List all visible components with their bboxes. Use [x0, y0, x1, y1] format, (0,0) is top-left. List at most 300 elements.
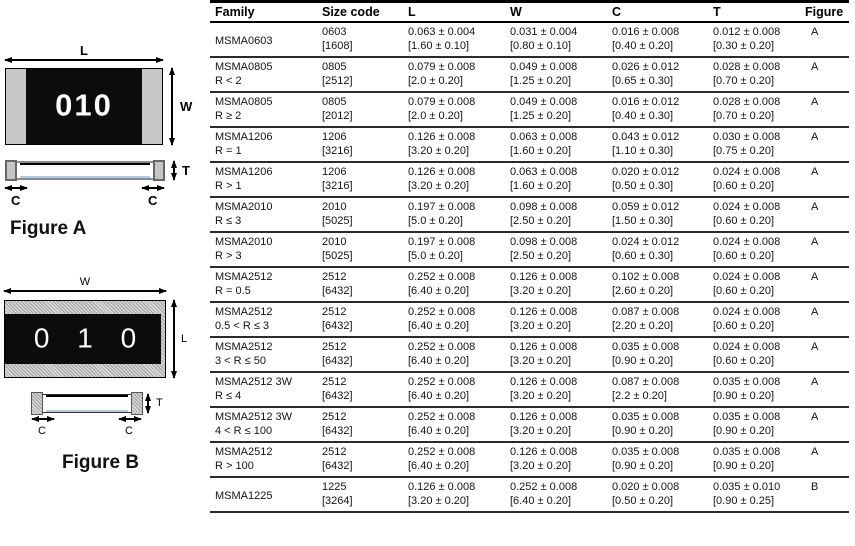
family-name: MSMA1206	[215, 165, 273, 178]
figure-b-cap-right-dim-arrow	[119, 418, 141, 420]
l-cell	[408, 57, 510, 92]
figure-ref-cell	[805, 197, 849, 232]
l-metric: [5.0 ± 0.20]	[408, 215, 463, 227]
w-cell	[510, 477, 612, 512]
w-inch: 0.098 ± 0.008	[510, 235, 578, 248]
c-cell	[612, 302, 713, 337]
c-inch: 0.035 ± 0.008	[612, 340, 680, 353]
w-metric: [1.60 ± 0.20]	[510, 145, 572, 157]
l-metric: [6.40 ± 0.20]	[408, 285, 470, 297]
family-cell	[210, 442, 322, 477]
w-metric: [3.20 ± 0.20]	[510, 425, 572, 437]
l-cell	[408, 232, 510, 267]
c-inch: 0.087 ± 0.008	[612, 305, 680, 318]
l-cell	[408, 442, 510, 477]
table-row	[210, 477, 849, 512]
w-metric: [3.20 ± 0.20]	[510, 355, 572, 367]
family-name: MSMA2512	[215, 270, 273, 283]
figure-a-side-top-edge	[20, 163, 150, 165]
family-name: MSMA1206	[215, 130, 273, 143]
figure-b-resistor-marking: 0 1 0	[33, 322, 147, 354]
figure-ref-cell	[805, 442, 849, 477]
t-inch: 0.028 ± 0.008	[713, 60, 781, 73]
c-metric: [0.90 ± 0.20]	[612, 460, 674, 472]
table-body	[210, 22, 849, 512]
family-condition: R > 3	[215, 250, 242, 262]
t-metric: [0.70 ± 0.20]	[713, 75, 775, 87]
family-condition: R = 1	[215, 145, 242, 157]
w-inch: 0.049 ± 0.008	[510, 60, 578, 73]
c-metric: [0.40 ± 0.30]	[612, 110, 674, 122]
size-code-metric: [6432]	[322, 355, 353, 367]
c-inch: 0.035 ± 0.008	[612, 445, 680, 458]
l-metric: [5.0 ± 0.20]	[408, 250, 463, 262]
t-metric: [0.75 ± 0.20]	[713, 145, 775, 157]
size-code-cell	[322, 162, 408, 197]
l-cell	[408, 267, 510, 302]
t-cell	[713, 57, 805, 92]
l-cell	[408, 92, 510, 127]
figure-a-width-dim-label: W	[180, 99, 193, 114]
size-code-metric: [6432]	[322, 390, 353, 402]
figure-b-chip-side-view	[32, 394, 142, 413]
family-condition: 0.5 < R ≤ 3	[215, 320, 270, 332]
l-inch: 0.252 ± 0.008	[408, 410, 476, 423]
w-inch: 0.252 ± 0.008	[510, 480, 578, 493]
table-row	[210, 22, 849, 57]
l-inch: 0.252 ± 0.008	[408, 340, 476, 353]
t-metric: [0.60 ± 0.20]	[713, 355, 775, 367]
table-row	[210, 407, 849, 442]
l-inch: 0.063 ± 0.004	[408, 25, 476, 38]
l-cell	[408, 337, 510, 372]
w-cell	[510, 92, 612, 127]
figure-b-thickness-dim-arrow	[147, 394, 149, 413]
t-metric: [0.90 ± 0.25]	[713, 495, 775, 507]
family-condition: R < 2	[215, 75, 242, 87]
family-name: MSMA2512	[215, 305, 273, 318]
l-inch: 0.126 ± 0.008	[408, 130, 476, 143]
table-row	[210, 57, 849, 92]
t-inch: 0.028 ± 0.008	[713, 95, 781, 108]
family-cell	[210, 337, 322, 372]
c-inch: 0.102 ± 0.008	[612, 270, 680, 283]
w-inch: 0.063 ± 0.008	[510, 130, 578, 143]
figure-a-cap-left-dim-arrow	[5, 187, 27, 189]
family-cell	[210, 302, 322, 337]
size-code-metric: [3264]	[322, 495, 353, 507]
figure-ref-cell	[805, 22, 849, 57]
family-cell	[210, 57, 322, 92]
size-code-metric: [2012]	[322, 110, 353, 122]
size-code-inch: 2512	[322, 445, 347, 458]
c-cell	[612, 92, 713, 127]
l-inch: 0.126 ± 0.008	[408, 165, 476, 178]
w-metric: [1.25 ± 0.20]	[510, 110, 572, 122]
t-cell	[713, 477, 805, 512]
l-metric: [3.20 ± 0.20]	[408, 495, 470, 507]
c-inch: 0.059 ± 0.012	[612, 200, 680, 213]
family-cell	[210, 267, 322, 302]
l-inch: 0.079 ± 0.008	[408, 60, 476, 73]
t-metric: [0.60 ± 0.20]	[713, 180, 775, 192]
figure-ref: A	[811, 445, 819, 458]
size-code-cell	[322, 127, 408, 162]
size-code-metric: [3216]	[322, 145, 353, 157]
w-metric: [1.25 ± 0.20]	[510, 75, 572, 87]
t-inch: 0.035 ± 0.008	[713, 445, 781, 458]
table-header-row	[210, 2, 849, 22]
c-cell	[612, 57, 713, 92]
size-code-cell	[322, 57, 408, 92]
c-inch: 0.020 ± 0.012	[612, 165, 680, 178]
size-code-metric: [6432]	[322, 285, 353, 297]
c-cell	[612, 22, 713, 57]
figure-ref-cell	[805, 232, 849, 267]
figure-a-cap-left-dim-label: C	[11, 193, 21, 208]
t-inch: 0.024 ± 0.008	[713, 200, 781, 213]
figure-ref: A	[811, 200, 819, 213]
figure-ref: A	[811, 270, 819, 283]
figure-b-cap-left-dim-label: C	[38, 425, 46, 437]
figure-ref-cell	[805, 302, 849, 337]
figure-ref-cell	[805, 57, 849, 92]
t-metric: [0.60 ± 0.20]	[713, 250, 775, 262]
figure-b-bottom-terminal	[5, 364, 165, 377]
family-cell	[210, 407, 322, 442]
size-code-metric: [3216]	[322, 180, 353, 192]
size-code-metric: [2512]	[322, 75, 353, 87]
l-cell	[408, 372, 510, 407]
t-cell	[713, 407, 805, 442]
figure-ref-cell	[805, 162, 849, 197]
w-cell	[510, 407, 612, 442]
l-metric: [6.40 ± 0.20]	[408, 460, 470, 472]
l-metric: [6.40 ± 0.20]	[408, 425, 470, 437]
l-metric: [6.40 ± 0.20]	[408, 320, 470, 332]
figure-a-chip-side-view	[5, 161, 165, 180]
w-metric: [3.20 ± 0.20]	[510, 390, 572, 402]
t-metric: [0.70 ± 0.20]	[713, 110, 775, 122]
c-metric: [0.90 ± 0.20]	[612, 425, 674, 437]
table-row	[210, 372, 849, 407]
size-code-inch: 2512	[322, 410, 347, 423]
figure-a-cap-right-dim-label: C	[148, 193, 158, 208]
l-metric: [2.0 ± 0.20]	[408, 110, 463, 122]
w-cell	[510, 232, 612, 267]
figure-ref-cell	[805, 337, 849, 372]
figure-a-cap-right-dim-arrow	[142, 187, 164, 189]
figure-a-thickness-dim-label: T	[182, 163, 190, 178]
size-code-cell	[322, 22, 408, 57]
header-w: W	[510, 5, 522, 20]
family-cell	[210, 477, 322, 512]
size-code-inch: 2512	[322, 270, 347, 283]
figure-b-side-bottom-edge	[46, 410, 128, 412]
c-cell	[612, 127, 713, 162]
figure-a-thickness-dim-arrow	[173, 161, 175, 180]
size-code-inch: 2010	[322, 235, 347, 248]
w-inch: 0.063 ± 0.008	[510, 165, 578, 178]
t-inch: 0.024 ± 0.008	[713, 165, 781, 178]
c-inch: 0.043 ± 0.012	[612, 130, 680, 143]
figure-ref-cell	[805, 267, 849, 302]
l-inch: 0.079 ± 0.008	[408, 95, 476, 108]
figure-ref-cell	[805, 477, 849, 512]
figure-a-caption: Figure A	[10, 218, 87, 239]
t-cell	[713, 22, 805, 57]
figure-ref-cell	[805, 407, 849, 442]
l-cell	[408, 302, 510, 337]
table-row	[210, 127, 849, 162]
l-cell	[408, 162, 510, 197]
t-inch: 0.024 ± 0.008	[713, 235, 781, 248]
l-inch: 0.252 ± 0.008	[408, 445, 476, 458]
figure-b-side-left-cap	[31, 392, 43, 415]
t-cell	[713, 232, 805, 267]
l-metric: [1.60 ± 0.10]	[408, 40, 470, 52]
c-cell	[612, 267, 713, 302]
l-inch: 0.126 ± 0.008	[408, 480, 476, 493]
l-metric: [6.40 ± 0.20]	[408, 390, 470, 402]
family-name: MSMA0805	[215, 95, 273, 108]
c-cell	[612, 162, 713, 197]
t-cell	[713, 372, 805, 407]
dimensions-table	[210, 0, 849, 513]
w-inch: 0.126 ± 0.008	[510, 340, 578, 353]
family-condition: 3 < R ≤ 50	[215, 355, 266, 367]
figure-a-side-right-cap	[153, 160, 165, 181]
t-cell	[713, 302, 805, 337]
size-code-inch: 1225	[322, 480, 347, 493]
size-code-cell	[322, 442, 408, 477]
size-code-cell	[322, 372, 408, 407]
family-name: MSMA2512 3W	[215, 410, 293, 423]
size-code-inch: 2512	[322, 375, 347, 388]
size-code-inch: 2512	[322, 305, 347, 318]
t-cell	[713, 197, 805, 232]
figure-ref: A	[811, 235, 819, 248]
c-inch: 0.016 ± 0.008	[612, 25, 680, 38]
c-inch: 0.020 ± 0.008	[612, 480, 680, 493]
figure-a-side-left-cap	[5, 160, 17, 181]
w-cell	[510, 267, 612, 302]
w-cell	[510, 197, 612, 232]
l-metric: [6.40 ± 0.20]	[408, 355, 470, 367]
figure-b-cap-right-dim-label: C	[125, 425, 133, 437]
family-cell	[210, 372, 322, 407]
figure-b-top-terminal	[5, 301, 165, 314]
figure-ref: A	[811, 375, 819, 388]
w-cell	[510, 442, 612, 477]
figure-b-width-dim-label: W	[79, 276, 91, 288]
w-metric: [1.60 ± 0.20]	[510, 180, 572, 192]
t-inch: 0.012 ± 0.008	[713, 25, 781, 38]
t-cell	[713, 337, 805, 372]
t-inch: 0.030 ± 0.008	[713, 130, 781, 143]
figure-b-caption: Figure B	[62, 452, 140, 473]
c-cell	[612, 372, 713, 407]
family-name: MSMA2010	[215, 235, 273, 248]
w-cell	[510, 162, 612, 197]
size-code-inch: 0805	[322, 60, 347, 73]
c-metric: [0.40 ± 0.20]	[612, 40, 674, 52]
figure-ref: A	[811, 95, 819, 108]
table-row	[210, 232, 849, 267]
figure-a-resistor-marking: 010	[55, 87, 113, 123]
figure-ref: A	[811, 25, 819, 38]
c-inch: 0.026 ± 0.012	[612, 60, 680, 73]
t-cell	[713, 442, 805, 477]
figure-a-side-bottom-edge	[20, 176, 150, 178]
family-condition: R > 1	[215, 180, 242, 192]
c-metric: [0.50 ± 0.30]	[612, 180, 674, 192]
size-code-inch: 1206	[322, 130, 347, 143]
l-inch: 0.252 ± 0.008	[408, 375, 476, 388]
w-inch: 0.126 ± 0.008	[510, 445, 578, 458]
family-condition: 4 < R ≤ 100	[215, 425, 273, 437]
size-code-metric: [1608]	[322, 40, 353, 52]
family-cell	[210, 127, 322, 162]
c-cell	[612, 337, 713, 372]
table-row	[210, 267, 849, 302]
t-cell	[713, 92, 805, 127]
w-cell	[510, 337, 612, 372]
l-inch: 0.197 ± 0.008	[408, 200, 476, 213]
c-inch: 0.016 ± 0.012	[612, 95, 680, 108]
figure-b-width-dim-arrow	[4, 290, 166, 292]
t-cell	[713, 162, 805, 197]
family-condition: R ≥ 2	[215, 110, 242, 122]
w-inch: 0.098 ± 0.008	[510, 200, 578, 213]
table-row	[210, 337, 849, 372]
w-metric: [3.20 ± 0.20]	[510, 460, 572, 472]
header-l: L	[408, 5, 416, 20]
figure-b-thickness-dim-label: T	[156, 397, 163, 409]
c-metric: [2.2 ± 0.20]	[612, 390, 667, 402]
c-metric: [2.60 ± 0.20]	[612, 285, 674, 297]
header-c: C	[612, 5, 622, 20]
family-cell	[210, 197, 322, 232]
w-metric: [2.50 ± 0.20]	[510, 215, 572, 227]
w-cell	[510, 57, 612, 92]
family-name: MSMA2512	[215, 445, 273, 458]
size-code-cell	[322, 232, 408, 267]
figure-a-width-dim-arrow	[171, 68, 173, 145]
table-row	[210, 442, 849, 477]
c-inch: 0.087 ± 0.008	[612, 375, 680, 388]
size-code-metric: [6432]	[322, 425, 353, 437]
w-metric: [0.80 ± 0.10]	[510, 40, 572, 52]
c-metric: [1.50 ± 0.30]	[612, 215, 674, 227]
t-metric: [0.60 ± 0.20]	[713, 285, 775, 297]
t-inch: 0.035 ± 0.010	[713, 480, 781, 493]
figure-ref: B	[811, 480, 819, 493]
l-metric: [2.0 ± 0.20]	[408, 75, 463, 87]
w-metric: [2.50 ± 0.20]	[510, 250, 572, 262]
header-family: Family	[215, 5, 255, 20]
size-code-cell	[322, 302, 408, 337]
figure-ref: A	[811, 165, 819, 178]
family-condition: R ≤ 3	[215, 215, 242, 227]
size-code-metric: [5025]	[322, 215, 353, 227]
family-cell	[210, 92, 322, 127]
t-inch: 0.024 ± 0.008	[713, 305, 781, 318]
c-cell	[612, 197, 713, 232]
t-inch: 0.035 ± 0.008	[713, 410, 781, 423]
l-cell	[408, 22, 510, 57]
l-metric: [3.20 ± 0.20]	[408, 180, 470, 192]
c-metric: [0.90 ± 0.20]	[612, 355, 674, 367]
figure-ref-cell	[805, 127, 849, 162]
size-code-inch: 0805	[322, 95, 347, 108]
l-inch: 0.252 ± 0.008	[408, 305, 476, 318]
figure-a-length-dim-arrow	[5, 59, 163, 61]
w-inch: 0.126 ± 0.008	[510, 375, 578, 388]
t-metric: [0.30 ± 0.20]	[713, 40, 775, 52]
size-code-inch: 1206	[322, 165, 347, 178]
l-cell	[408, 477, 510, 512]
family-name: MSMA2512 3W	[215, 375, 293, 388]
w-cell	[510, 127, 612, 162]
size-code-cell	[322, 267, 408, 302]
family-cell	[210, 162, 322, 197]
table-header	[210, 2, 849, 22]
t-metric: [0.90 ± 0.20]	[713, 425, 775, 437]
t-inch: 0.035 ± 0.008	[713, 375, 781, 388]
w-cell	[510, 302, 612, 337]
w-metric: [3.20 ± 0.20]	[510, 285, 572, 297]
l-inch: 0.197 ± 0.008	[408, 235, 476, 248]
l-inch: 0.252 ± 0.008	[408, 270, 476, 283]
size-code-inch: 2010	[322, 200, 347, 213]
t-metric: [0.90 ± 0.20]	[713, 390, 775, 402]
l-cell	[408, 407, 510, 442]
family-name: MSMA1225	[215, 489, 273, 502]
figure-b-cap-left-dim-arrow	[32, 418, 54, 420]
size-code-metric: [6432]	[322, 320, 353, 332]
family-cell	[210, 22, 322, 57]
c-metric: [0.50 ± 0.20]	[612, 495, 674, 507]
figure-b-side-top-edge	[46, 395, 128, 397]
figure-b-length-dim-label: L	[181, 333, 188, 345]
c-metric: [0.60 ± 0.30]	[612, 250, 674, 262]
c-cell	[612, 407, 713, 442]
family-condition: R = 0.5	[215, 285, 251, 297]
c-metric: [0.65 ± 0.30]	[612, 75, 674, 87]
l-cell	[408, 197, 510, 232]
l-metric: [3.20 ± 0.20]	[408, 145, 470, 157]
figure-b-length-dim-arrow	[173, 300, 175, 378]
t-inch: 0.024 ± 0.008	[713, 270, 781, 283]
table-row	[210, 197, 849, 232]
table-row	[210, 302, 849, 337]
size-code-cell	[322, 197, 408, 232]
c-inch: 0.035 ± 0.008	[612, 410, 680, 423]
t-cell	[713, 127, 805, 162]
figure-a-chip-top-view	[5, 68, 163, 145]
size-code-metric: [5025]	[322, 250, 353, 262]
family-condition: R ≤ 4	[215, 390, 242, 402]
size-code-cell	[322, 337, 408, 372]
figure-b-chip-top-view	[4, 300, 166, 378]
w-cell	[510, 372, 612, 407]
c-metric: [2.20 ± 0.20]	[612, 320, 674, 332]
w-metric: [6.40 ± 0.20]	[510, 495, 572, 507]
figure-ref: A	[811, 340, 819, 353]
w-cell	[510, 22, 612, 57]
family-cell	[210, 232, 322, 267]
